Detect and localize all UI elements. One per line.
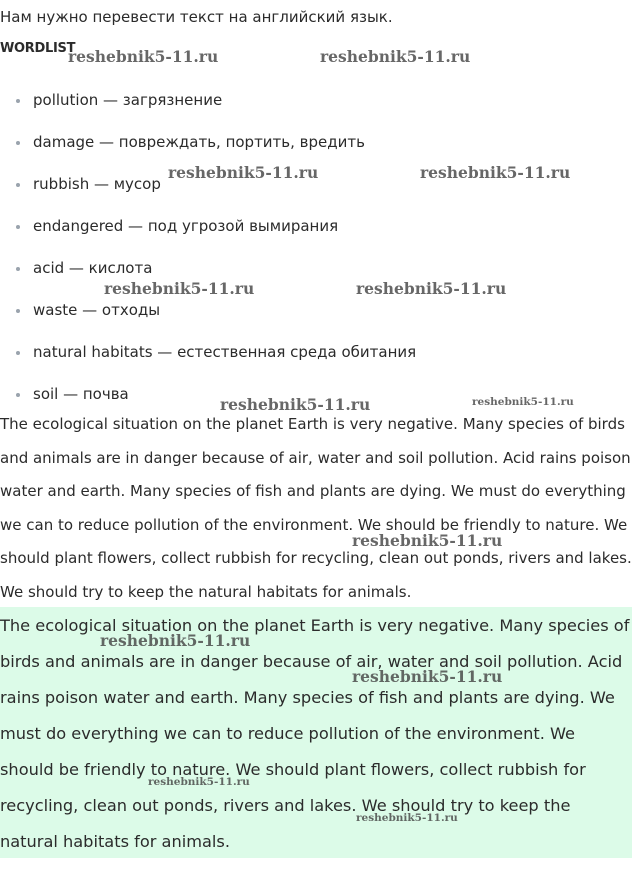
- watermark: reshebnik5-11.ru: [168, 163, 319, 182]
- wordlist: [0, 80, 632, 416]
- source-paragraph: The ecological situation on the planet Earth is very negative. Many species of birds and animals are in danger because of air, water and soil pollution. Acid rains poison water and earth. Many species of fish and plants are dying. We must do everything we can to reduce pollution of the environment. We should be friendly to nature. We should plant flowers, collect rubbish for recycling, clean out ponds, rivers and lakes. We should try to keep the natural habitats for animals.: [0, 415, 632, 601]
- wordlist-item: soil — почва: [0, 374, 632, 416]
- wordlist-item: pollution — загрязнение: [0, 80, 632, 122]
- watermark: reshebnik5-11.ru: [68, 47, 219, 66]
- watermark: reshebnik5-11.ru: [356, 279, 507, 298]
- watermark: reshebnik5-11.ru: [352, 531, 503, 550]
- wordlist-item: waste — отходы: [0, 290, 632, 332]
- watermark: reshebnik5-11.ru: [352, 667, 503, 686]
- watermark: reshebnik5-11.ru: [104, 279, 255, 298]
- wordlist-item: rubbish — мусор: [0, 164, 632, 206]
- answer-block: The ecological situation on the planet Earth is very negative. Many species of birds and animals are in danger because of air, water and soil pollution. Acid rains poison water and earth. Many species of fish and plants are dying. We must do everything we can to reduce pollution of the environment. We should be friendly to nature. We should plant flowers, collect rubbish for recycling, clean out ponds, rivers and lakes. We should try to keep the natural habitats for animals.: [0, 607, 632, 858]
- watermark: reshebnik5-11.ru: [356, 812, 458, 824]
- watermark: reshebnik5-11.ru: [220, 395, 371, 414]
- wordlist-title: WORDLIST: [0, 41, 76, 56]
- wordlist-item: natural habitats — естественная среда обитания: [0, 332, 632, 374]
- wordlist-item: acid — кислота: [0, 248, 632, 290]
- wordlist-item: damage — повреждать, портить, вредить: [0, 122, 632, 164]
- watermark: reshebnik5-11.ru: [148, 776, 250, 788]
- watermark: reshebnik5-11.ru: [472, 396, 574, 408]
- watermark: reshebnik5-11.ru: [420, 163, 571, 182]
- wordlist-item: endangered — под угрозой вымирания: [0, 206, 632, 248]
- watermark: reshebnik5-11.ru: [320, 47, 471, 66]
- intro-text: Нам нужно перевести текст на английский язык.: [0, 8, 393, 26]
- watermark: reshebnik5-11.ru: [100, 631, 251, 650]
